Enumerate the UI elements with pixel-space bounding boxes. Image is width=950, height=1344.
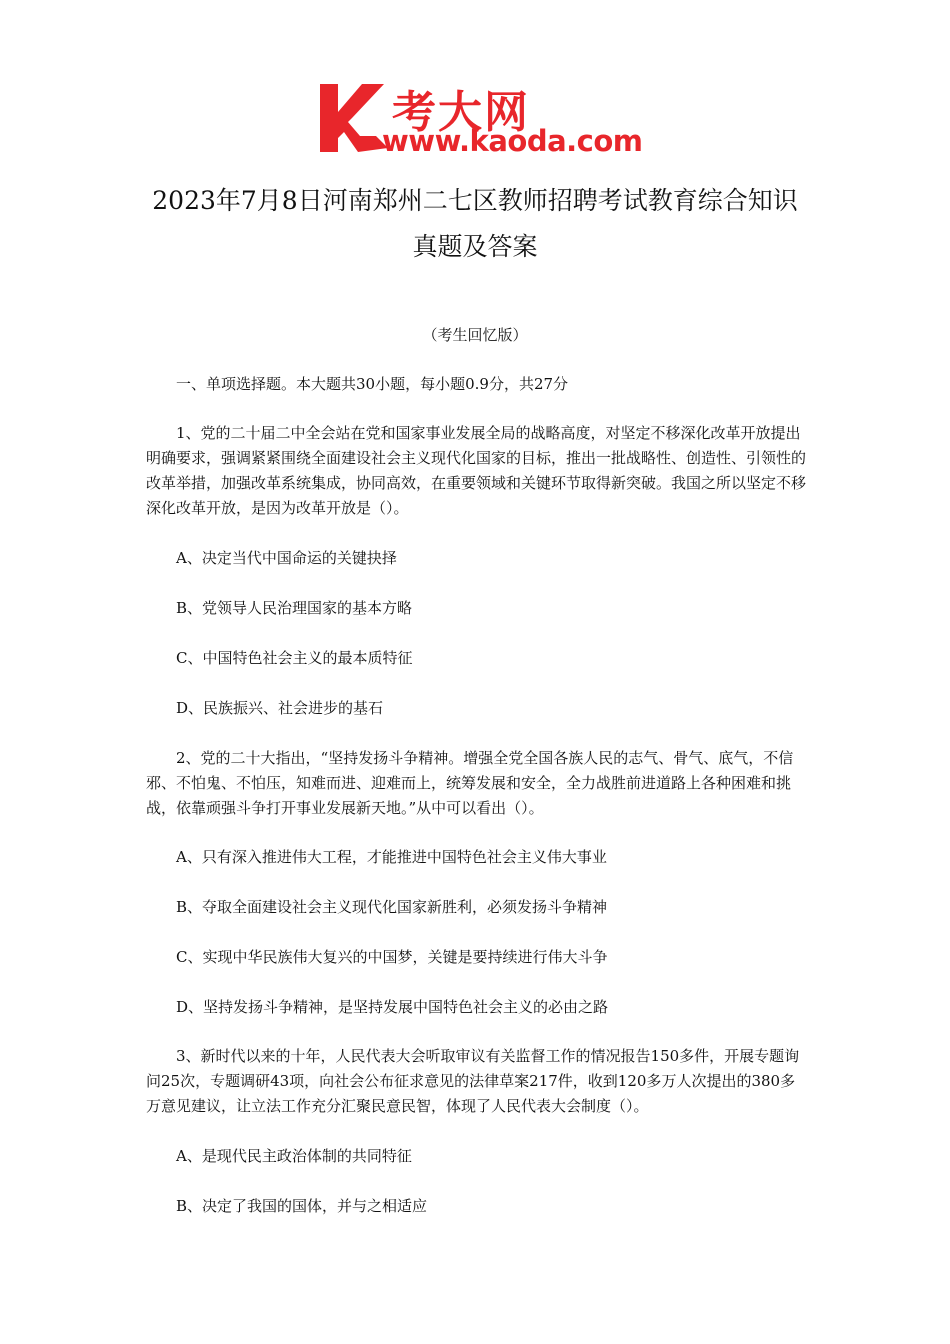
document-title: 2023年7月8日河南郑州二七区教师招聘考试教育综合知识真题及答案 [152,186,798,261]
option-2-c: C、实现中华民族伟大复兴的中国梦，关键是要持续进行伟大斗争 [176,948,608,966]
option-3-b: B、决定了我国的国体，并与之相适应 [176,1197,428,1215]
section-heading: 一、单项选择题。本大题共30小题，每小题0.9分，共27分 [176,375,569,393]
kaoda-logo [318,82,643,160]
option-1-a: A、决定当代中国命运的关键抉择 [176,549,397,567]
logo-url: www.kaoda.com [382,124,643,158]
logo-title: 考大网 [392,87,530,138]
document-subtitle: （考生回忆版） [422,326,528,344]
question-stem-3: 3、新时代以来的十年，人民代表大会听取审议有关监督工作的情况报告150多件，开展专题询问25次，专题调研43项，向社会公布征求意见的法律草案217件，收到120多万人次提出的380多万意见建议，让立法工作充分汇聚民意民智，体现了人民代表大会制度（）。 [146,1047,800,1115]
option-2-d: D、坚持发扬斗争精神，是坚持发展中国特色社会主义的必由之路 [176,998,609,1016]
option-2-a: A、只有深入推进伟大工程，才能推进中国特色社会主义伟大事业 [176,848,607,866]
option-1-d: D、民族振兴、社会进步的基石 [176,699,384,717]
question-stem-2: 2、党的二十大指出，“坚持发扬斗争精神。增强全党全国各族人民的志气、骨气、底气，不信邪、不怕鬼、不怕压，知难而进、迎难而上，统筹发展和安全，全力战胜前进道路上各种困难和挑战，依靠顽强斗争打开事业发展新天地。”从中可以看出（）。 [146,749,794,817]
option-3-a: A、是现代民主政治体制的共同特征 [176,1147,412,1165]
option-2-b: B、夺取全面建设社会主义现代化国家新胜利，必须发扬斗争精神 [176,898,608,916]
option-1-c: C、中国特色社会主义的最本质特征 [176,649,413,667]
question-stem-1: 1、党的二十届二中全会站在党和国家事业发展全局的战略高度，对坚定不移深化改革开放提出明确要求，强调紧紧围绕全面建设社会主义现代化国家的目标，推出一批战略性、创造性、引领性的改革举措，加强改革系统集成，协同高效，在重要领域和关键环节取得新突破。我国之所以坚定不移深化改革开放，是因为改革开放是（）。 [146,424,807,517]
option-1-b: B、党领导人民治理国家的基本方略 [176,599,413,617]
